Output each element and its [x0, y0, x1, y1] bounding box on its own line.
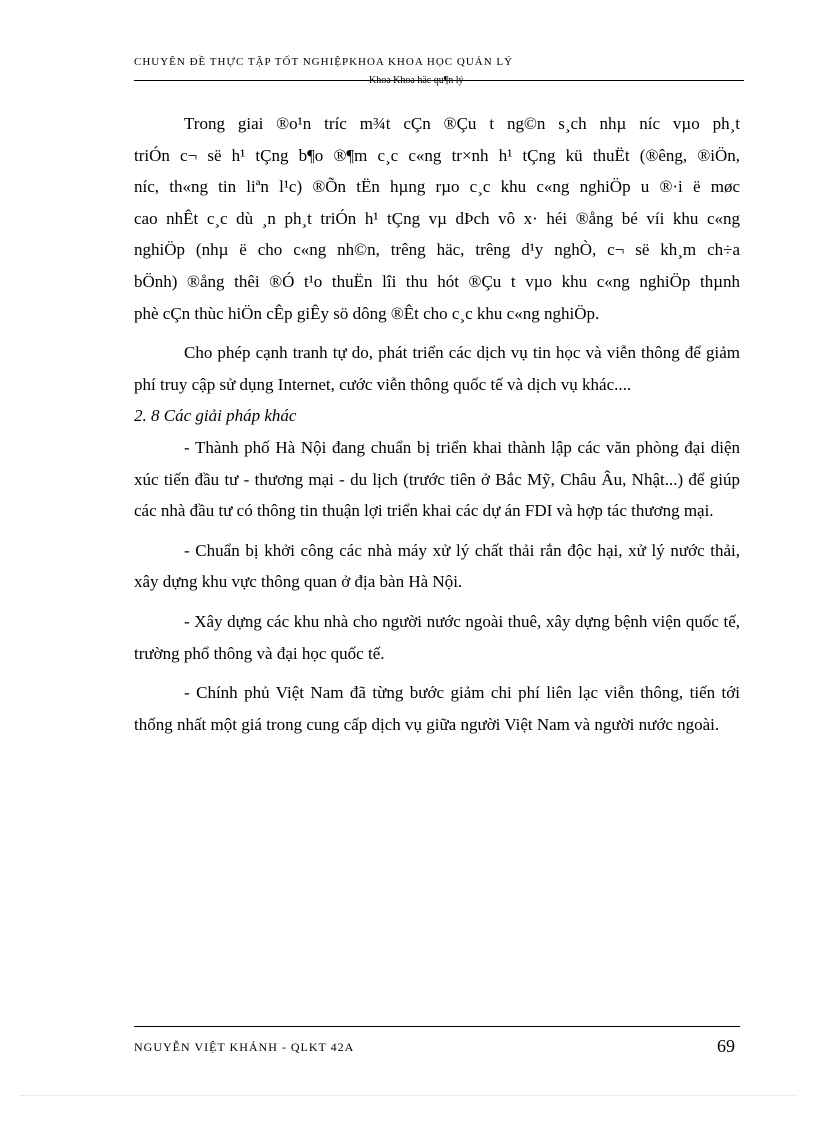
footer-author: NGUYỄN VIỆT KHÁNH - QLKT 42A	[134, 1040, 355, 1054]
header-title: CHUYÊN ĐỀ THỰC TẬP TỐT NGHIỆPKHOA KHOA HỌC QUẢN LÝ	[134, 56, 514, 68]
page-edge-dotted-line	[20, 1095, 796, 1096]
header-rule	[134, 80, 744, 81]
footer-rule	[134, 1026, 740, 1027]
page-header	[134, 56, 744, 86]
page-number: 69	[717, 1036, 735, 1056]
paragraph-1-line-3: níc, th«ng tin liªn l¹c) ®Õn tËn hµng rµo c¸c khu c«ng nghiÖp u ®·i ë møc	[134, 177, 740, 197]
paragraph-4: - Chuẩn bị khởi công các nhà máy xử lý chất thải rắn độc hại, xử lý nước thải, xây dựng khu vực thông quan ở địa bàn Hà Nội.	[134, 540, 740, 592]
document-body	[134, 108, 740, 740]
paragraph-6: - Chính phủ Việt Nam đã từng bước giảm chi phí liên lạc viễn thông, tiến tới thống nhất một giá trong cung cấp dịch vụ giữa người Việt Nam và người nước ngoài.	[134, 683, 740, 734]
section-heading: 2. 8 Các giải pháp khác	[134, 406, 297, 426]
paragraph-3: - Thành phố Hà Nội đang chuẩn bị triển khai thành lập các văn phòng đại diện xúc tiến đầu tư - thương mại - du lịch (trước tiên ở Bắc Mỹ, Châu Âu, Nhật...) để giúp các nhà đầu tư có thông tin thuận lợi triển khai các dự án FDI và hợp tác thương mại.	[134, 437, 740, 521]
paragraph-1-line-4: cao nhÊt c¸c dù ¸n ph¸t triÓn h¹ tÇng vµ dÞch vô x· héi ®ång bé víi khu c«ng	[134, 208, 740, 228]
paragraph-1-line-2: triÓn c¬ së h¹ tÇng b¶o ®¶m c¸c c«ng tr×nh h¹ tÇng kü thuËt (®êng, ®iÖn,	[134, 145, 740, 165]
paragraph-1-line-7: phè cÇn thùc hiÖn cÊp giÊy sö dông ®Êt cho c¸c khu c«ng nghiÖp.	[134, 303, 600, 323]
paragraph-1-line-1: Trong giai ®o¹n tríc m¾t cÇn ®Çu t ng©n s¸ch nhµ níc vµo ph¸t	[184, 114, 740, 133]
header-subtitle: Khoa Khoa häc qu¶n lý	[369, 75, 464, 86]
paragraph-1-line-6: bÖnh) ®ång thêi ®Ó t¹o thuËn lîi thu hót ®Çu t vµo khu c«ng nghiÖp thµnh	[134, 271, 740, 291]
paragraph-5: - Xây dựng các khu nhà cho người nước ngoài thuê, xây dựng bệnh viện quốc tế, trường phổ thông và đại học quốc tế.	[134, 611, 740, 663]
paragraph-2: Cho phép cạnh tranh tự do, phát triển các dịch vụ tin học và viễn thông để giảm phí truy cập sử dụng Internet, cước viễn thông quốc tế và dịch vụ khác....	[134, 343, 740, 394]
paragraph-1-line-5: nghiÖp (nhµ ë cho c«ng nh©n, trêng häc, trêng d¹y nghÒ, c¬ së kh¸m ch÷a	[134, 240, 740, 260]
